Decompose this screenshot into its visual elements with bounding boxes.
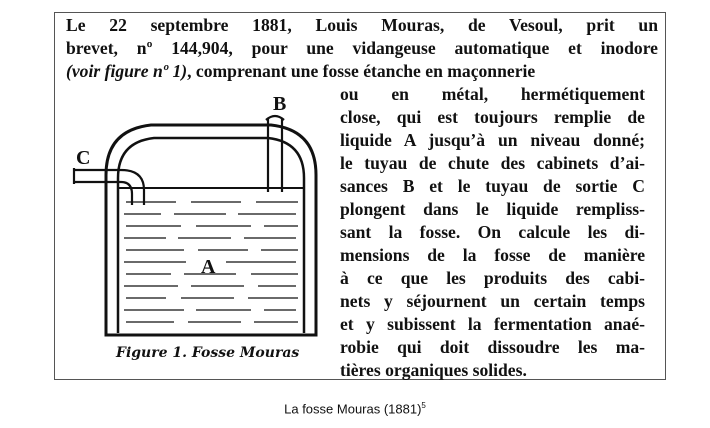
label-b: B [273,93,287,115]
tank-outer-wall [106,125,316,335]
paragraph-line-3-rest: , comprenant une fosse étanche en maçonnerie [187,61,536,81]
paragraph-line-1: Le 22 septembre 1881, Louis Mouras, de Vesoul, prit un [66,15,658,35]
pipe-b [266,116,284,192]
paragraph-line-3 [66,60,658,83]
label-c: C [76,147,91,169]
figure-reference: (voir figure nº 1) [66,61,188,81]
tank-inner-wall [118,138,304,333]
footnote-marker: 5 [421,401,426,410]
paragraph-right-line: le tuyau de chute des cabinets d’ai- [340,153,645,173]
paragraph-right-line: close, qui est toujours remplie de [340,107,645,127]
paragraph-right-line: sant la fosse. On calcule les di- [340,222,645,242]
image-caption [0,401,710,416]
paragraph-right-line: sances B et le tuyau de sortie C [340,176,645,196]
paragraph-right-line: liquide A jusqu’à un niveau donné; [340,130,645,150]
paragraph-right-line: mensions de la fosse de manière [340,245,645,265]
paragraph-right-line: tières organiques solides. [340,360,527,380]
image-caption-text: La fosse Mouras (1881) [284,401,422,417]
paragraph-right-line: et y subissent la fermentation anaé- [340,314,645,334]
paragraph-right-line: plongent dans le liquide rempliss- [340,199,645,219]
paragraph-right-line: robie qui doit dissoudre les ma- [340,337,645,357]
paragraph-line-2: brevet, nº 144,904, pour une vidangeuse automatique et inodore [66,38,658,58]
fosse-mouras-diagram [66,90,336,340]
paragraph-right-line: nets y séjournent un certain temps [340,291,645,311]
pipe-c [74,168,144,205]
label-a: A [201,256,216,278]
paragraph-right-line: ou en métal, hermétiquement [340,84,645,104]
figure-caption: Figure 1. Fosse Mouras [116,345,300,361]
paragraph-right-line: à ce que les produits des cabi- [340,268,645,288]
